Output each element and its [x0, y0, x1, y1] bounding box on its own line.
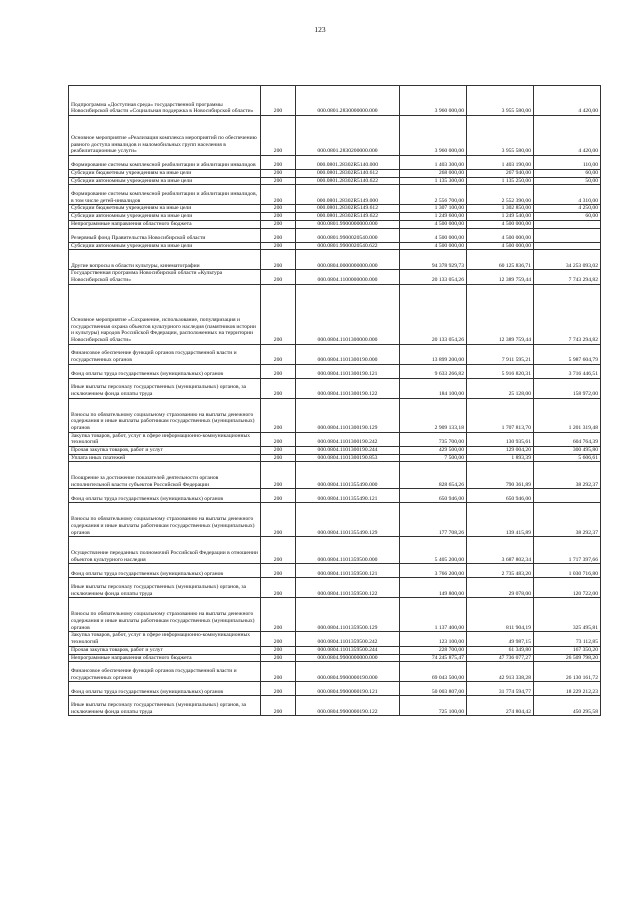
row-unexecuted: 167 350,20 — [534, 646, 601, 654]
row-classification: 000.0804.1101300190.244 — [296, 447, 400, 455]
row-name: Уплата иных платежей — [69, 454, 261, 462]
table-row — [69, 454, 601, 462]
row-name: Прочая закупка товаров, работ и услуг — [69, 447, 261, 455]
row-code: 200 — [261, 632, 296, 646]
row-approved: 5 405 200,00 — [400, 537, 467, 564]
row-executed: 60 125 836,71 — [467, 250, 534, 270]
row-unexecuted: 26 130 161,72 — [534, 662, 601, 682]
table-row — [69, 598, 601, 632]
table-row — [69, 242, 601, 250]
row-classification: 000.0804.0000000000.000 — [296, 250, 400, 270]
row-approved: 725 100,00 — [400, 696, 467, 716]
row-executed: 61 349,80 — [467, 646, 534, 654]
row-unexecuted: 7 743 294,82 — [534, 284, 601, 344]
row-name: Субсидии автономным учреждениям на иные цели — [69, 213, 261, 221]
row-unexecuted — [534, 242, 601, 250]
row-approved: 94 378 929,73 — [400, 250, 467, 270]
row-approved: 69 043 500,00 — [400, 662, 467, 682]
row-classification: 000.0804.9900000190.121 — [296, 682, 400, 696]
row-classification: 000.0804.1101300190.122 — [296, 378, 400, 398]
row-executed: 12 389 759,44 — [467, 284, 534, 344]
row-classification: 000.0801.9900020540.622 — [296, 242, 400, 250]
row-approved: 184 100,00 — [400, 378, 467, 398]
row-approved: 3 960 000,00 — [400, 116, 467, 156]
row-code: 200 — [261, 537, 296, 564]
row-code: 200 — [261, 432, 296, 446]
row-code: 200 — [261, 213, 296, 221]
row-name: Основное мероприятие «Сохранение, использование, популяризация и государственная охрана объектов культурного наследия (памятников истории и культуры) народов Российской Федерации, расположенных на территории Новосибирской области» — [69, 284, 261, 344]
row-approved: 828 654,26 — [400, 462, 467, 489]
row-executed: 4 500 000,00 — [467, 228, 534, 242]
row-executed: 49 987,15 — [467, 632, 534, 646]
row-unexecuted: 5 987 604,79 — [534, 344, 601, 364]
row-executed: 4 500 000,00 — [467, 220, 534, 228]
row-executed: 3 955 580,00 — [467, 86, 534, 116]
row-name: Иные выплаты персоналу государственных (муниципальных) органов, за исключением фонда оплаты труда — [69, 378, 261, 398]
row-name: Основное мероприятие «Реализация комплекса мероприятий по обеспечению равного доступа инвалидов и маломобильных групп населения в реабилитационные услуги» — [69, 116, 261, 156]
table-row — [69, 364, 601, 378]
row-unexecuted: 60,00 — [534, 213, 601, 221]
table-row — [69, 284, 601, 344]
row-classification: 000.0804.9900000190.122 — [296, 696, 400, 716]
table-row — [69, 213, 601, 221]
row-unexecuted: 5 606,61 — [534, 454, 601, 462]
table-row — [69, 270, 601, 284]
row-classification: 000.0804.1101359500.122 — [296, 578, 400, 598]
row-name: Субсидии бюджетным учреждениям на иные цели — [69, 170, 261, 178]
row-approved: 4 500 000,00 — [400, 220, 467, 228]
row-code: 200 — [261, 489, 296, 503]
row-executed: 1 249 540,00 — [467, 213, 534, 221]
row-unexecuted: 34 253 093,02 — [534, 250, 601, 270]
row-unexecuted: 7 743 294,82 — [534, 270, 601, 284]
row-code: 200 — [261, 646, 296, 654]
row-unexecuted: 60,00 — [534, 170, 601, 178]
table-row — [69, 205, 601, 213]
row-code: 200 — [261, 242, 296, 250]
row-executed: 1 135 250,00 — [467, 177, 534, 185]
row-code: 200 — [261, 205, 296, 213]
row-unexecuted: 604 764,39 — [534, 432, 601, 446]
row-classification: 000.0804.1101300190.121 — [296, 364, 400, 378]
row-name: Взносы по обязательному социальному страхованию на выплаты денежного содержания и иные выплаты работникам государственных (муниципальных) органов — [69, 398, 261, 432]
row-classification: 000.0804.9900000000.000 — [296, 654, 400, 662]
row-unexecuted: 26 509 798,20 — [534, 654, 601, 662]
row-code: 200 — [261, 344, 296, 364]
row-classification: 000.0801.28302R5140.000 — [296, 156, 400, 170]
row-approved: 9 633 266,82 — [400, 364, 467, 378]
row-name: Фонд оплаты труда государственных (муниципальных) органов — [69, 682, 261, 696]
table-row — [69, 250, 601, 270]
row-executed: 139 415,89 — [467, 503, 534, 537]
budget-table-body — [69, 86, 601, 716]
row-unexecuted: 73 112,85 — [534, 632, 601, 646]
row-approved: 268 000,00 — [400, 170, 467, 178]
row-approved: 20 133 054,26 — [400, 284, 467, 344]
row-name: Закупка товаров, работ, услуг в сфере информационно-коммуникационных технологий — [69, 432, 261, 446]
row-unexecuted: 38 292,37 — [534, 462, 601, 489]
row-unexecuted: 4 310,00 — [534, 185, 601, 205]
row-unexecuted — [534, 228, 601, 242]
table-row — [69, 462, 601, 489]
row-classification: 000.0804.1101355490.129 — [296, 503, 400, 537]
table-row — [69, 578, 601, 598]
table-row — [69, 489, 601, 503]
row-classification: 000.0801.2830000000.000 — [296, 86, 400, 116]
row-classification: 000.0804.1101300190.242 — [296, 432, 400, 446]
row-name: Государственная программа Новосибирской области «Культура Новосибирской области» — [69, 270, 261, 284]
row-approved: 1 307 100,00 — [400, 205, 467, 213]
row-unexecuted: 1 717 397,66 — [534, 537, 601, 564]
row-code: 200 — [261, 156, 296, 170]
row-approved: 149 800,00 — [400, 578, 467, 598]
row-classification: 000.0804.1101355490.000 — [296, 462, 400, 489]
row-approved: 1 403 300,00 — [400, 156, 467, 170]
row-code: 200 — [261, 564, 296, 578]
row-unexecuted: 4 250,00 — [534, 205, 601, 213]
table-row — [69, 632, 601, 646]
row-code: 200 — [261, 696, 296, 716]
row-name: Непрограммные направления областного бюджета — [69, 220, 261, 228]
row-classification: 000.0804.1101359500.242 — [296, 632, 400, 646]
row-unexecuted: 38 292,37 — [534, 503, 601, 537]
row-name: Финансовое обеспечение функций органов государственной власти и государственных органов — [69, 662, 261, 682]
row-executed: 790 361,89 — [467, 462, 534, 489]
row-name: Иные выплаты персоналу государственных (муниципальных) органов, за исключением фонда оплаты труда — [69, 578, 261, 598]
row-classification: 000.0801.28302R5149.612 — [296, 205, 400, 213]
table-row — [69, 156, 601, 170]
table-row — [69, 228, 601, 242]
row-classification: 000.0804.1101355490.121 — [296, 489, 400, 503]
table-row — [69, 177, 601, 185]
table-row — [69, 662, 601, 682]
table-row — [69, 86, 601, 116]
row-name: Финансовое обеспечение функций органов государственной власти и государственных органов — [69, 344, 261, 364]
row-executed: 12 389 759,44 — [467, 270, 534, 284]
row-name: Прочая закупка товаров, работ и услуг — [69, 646, 261, 654]
row-classification: 000.0801.9900000000.000 — [296, 220, 400, 228]
row-name: Другие вопросы в области культуры, кинематографии — [69, 250, 261, 270]
row-unexecuted: 18 229 212,23 — [534, 682, 601, 696]
row-approved: 7 500,00 — [400, 454, 467, 462]
table-row — [69, 654, 601, 662]
row-name: Поощрение за достижение показателей деятельности органов исполнительной власти субъектов Российской Федерации — [69, 462, 261, 489]
row-approved: 20 133 054,26 — [400, 270, 467, 284]
row-executed: 42 913 338,28 — [467, 662, 534, 682]
row-unexecuted — [534, 489, 601, 503]
table-row — [69, 537, 601, 564]
row-unexecuted: 1 030 716,80 — [534, 564, 601, 578]
row-unexecuted: 4 420,00 — [534, 86, 601, 116]
row-executed: 5 916 820,31 — [467, 364, 534, 378]
row-unexecuted: 4 420,00 — [534, 116, 601, 156]
row-name: Субсидии автономным учреждениям на иные цели — [69, 177, 261, 185]
table-row — [69, 378, 601, 398]
row-approved: 1 249 600,00 — [400, 213, 467, 221]
row-name: Субсидии автономным учреждениям на иные цели — [69, 242, 261, 250]
row-classification: 000.0801.2830200000.000 — [296, 116, 400, 156]
row-code: 200 — [261, 228, 296, 242]
row-name: Подпрограмма «Доступная среда» государственной программы Новосибирской области «Социальная поддержка в Новосибирской области» — [69, 86, 261, 116]
row-name: Резервный фонд Правительства Новосибирской области — [69, 228, 261, 242]
row-approved: 429 500,00 — [400, 447, 467, 455]
row-approved: 1 137 400,00 — [400, 598, 467, 632]
row-code: 200 — [261, 270, 296, 284]
row-approved: 13 899 200,00 — [400, 344, 467, 364]
row-approved: 735 700,00 — [400, 432, 467, 446]
table-row — [69, 696, 601, 716]
row-executed: 267 940,00 — [467, 170, 534, 178]
row-classification: 000.0804.9900000190.000 — [296, 662, 400, 682]
row-executed: 3 955 580,00 — [467, 116, 534, 156]
table-row — [69, 646, 601, 654]
table-row — [69, 432, 601, 446]
table-row — [69, 185, 601, 205]
row-executed: 4 500 000,00 — [467, 242, 534, 250]
row-unexecuted: 3 716 446,51 — [534, 364, 601, 378]
row-unexecuted: 158 972,00 — [534, 378, 601, 398]
row-name: Закупка товаров, работ, услуг в сфере информационно-коммуникационных технологий — [69, 632, 261, 646]
row-approved: 50 003 807,00 — [400, 682, 467, 696]
row-classification: 000.0801.28302R5140.612 — [296, 170, 400, 178]
table-row — [69, 447, 601, 455]
row-executed: 47 736 077,27 — [467, 654, 534, 662]
row-code: 200 — [261, 503, 296, 537]
row-approved: 2 909 133,18 — [400, 398, 467, 432]
row-classification: 000.0804.1101359500.244 — [296, 646, 400, 654]
row-code: 200 — [261, 250, 296, 270]
row-name: Осуществление переданных полномочий Российской Федерации в отношении объектов культурного наследия — [69, 537, 261, 564]
row-code: 200 — [261, 185, 296, 205]
row-code: 200 — [261, 177, 296, 185]
row-approved: 4 500 000,00 — [400, 228, 467, 242]
row-name: Субсидии бюджетным учреждениям на иные цели — [69, 205, 261, 213]
row-name: Взносы по обязательному социальному страхованию на выплаты денежного содержания и иные выплаты работникам государственных (муниципальных) органов — [69, 503, 261, 537]
row-code: 200 — [261, 682, 296, 696]
row-executed: 3 687 802,34 — [467, 537, 534, 564]
table-row — [69, 503, 601, 537]
row-code: 200 — [261, 462, 296, 489]
row-approved: 74 245 875,47 — [400, 654, 467, 662]
row-unexecuted: 450 295,58 — [534, 696, 601, 716]
row-code: 200 — [261, 86, 296, 116]
table-row — [69, 170, 601, 178]
row-approved: 4 500 000,00 — [400, 242, 467, 250]
row-unexecuted: 120 722,00 — [534, 578, 601, 598]
table-row — [69, 116, 601, 156]
row-code: 200 — [261, 454, 296, 462]
row-unexecuted — [534, 220, 601, 228]
row-executed: 2 735 483,20 — [467, 564, 534, 578]
row-name: Формирование системы комплексной реабилитации и абилитации инвалидов — [69, 156, 261, 170]
row-unexecuted: 325 495,81 — [534, 598, 601, 632]
row-code: 200 — [261, 578, 296, 598]
row-code: 200 — [261, 220, 296, 228]
row-name: Иные выплаты персоналу государственных (муниципальных) органов, за исключением фонда оплаты труда — [69, 696, 261, 716]
row-executed: 29 078,00 — [467, 578, 534, 598]
row-executed: 274 804,42 — [467, 696, 534, 716]
row-name: Фонд оплаты труда государственных (муниципальных) органов — [69, 489, 261, 503]
row-executed: 1 893,39 — [467, 454, 534, 462]
row-code: 200 — [261, 378, 296, 398]
row-classification: 000.0804.1101300190.000 — [296, 344, 400, 364]
row-executed: 31 774 594,77 — [467, 682, 534, 696]
row-classification: 000.0801.9900020540.000 — [296, 228, 400, 242]
row-approved: 1 135 300,00 — [400, 177, 467, 185]
table-row — [69, 344, 601, 364]
row-executed: 130 935,61 — [467, 432, 534, 446]
table-row — [69, 398, 601, 432]
row-approved: 650 946,00 — [400, 489, 467, 503]
row-executed: 811 904,19 — [467, 598, 534, 632]
row-classification: 000.0801.28302R5140.622 — [296, 177, 400, 185]
row-classification: 000.0804.1101359500.129 — [296, 598, 400, 632]
row-approved: 228 700,00 — [400, 646, 467, 654]
row-code: 200 — [261, 116, 296, 156]
row-name: Фонд оплаты труда государственных (муниципальных) органов — [69, 364, 261, 378]
row-code: 200 — [261, 170, 296, 178]
row-name: Формирование системы комплексной реабилитации и абилитации инвалидов, в том числе детей-инвалидов — [69, 185, 261, 205]
row-executed: 7 911 595,21 — [467, 344, 534, 364]
row-unexecuted: 110,00 — [534, 156, 601, 170]
row-name: Фонд оплаты труда государственных (муниципальных) органов — [69, 564, 261, 578]
row-code: 200 — [261, 662, 296, 682]
row-approved: 177 708,26 — [400, 503, 467, 537]
row-approved: 3 766 200,00 — [400, 564, 467, 578]
row-code: 200 — [261, 447, 296, 455]
table-row — [69, 564, 601, 578]
row-classification: 000.0804.1100000000.000 — [296, 270, 400, 284]
row-classification: 000.0804.1101300000.000 — [296, 284, 400, 344]
row-executed: 1 403 190,00 — [467, 156, 534, 170]
row-executed: 1 707 813,70 — [467, 398, 534, 432]
row-classification: 000.0801.28302R5149.622 — [296, 213, 400, 221]
row-classification: 000.0804.1101300190.129 — [296, 398, 400, 432]
row-classification: 000.0804.1101359500.121 — [296, 564, 400, 578]
table-row — [69, 220, 601, 228]
page-number: 123 — [314, 25, 326, 34]
table-row — [69, 682, 601, 696]
row-code: 200 — [261, 598, 296, 632]
row-classification: 000.0804.1101300190.853 — [296, 454, 400, 462]
row-unexecuted: 1 201 319,48 — [534, 398, 601, 432]
row-executed: 650 946,00 — [467, 489, 534, 503]
row-name: Непрограммные направления областного бюджета — [69, 654, 261, 662]
row-approved: 123 100,00 — [400, 632, 467, 646]
row-code: 200 — [261, 364, 296, 378]
row-approved: 2 556 700,00 — [400, 185, 467, 205]
row-executed: 2 552 390,00 — [467, 185, 534, 205]
row-executed: 1 302 850,00 — [467, 205, 534, 213]
row-classification: 000.0804.1101359500.000 — [296, 537, 400, 564]
row-classification: 000.0801.28302R5149.000 — [296, 185, 400, 205]
row-code: 200 — [261, 654, 296, 662]
row-executed: 25 128,00 — [467, 378, 534, 398]
row-executed: 129 004,20 — [467, 447, 534, 455]
row-unexecuted: 300 495,80 — [534, 447, 601, 455]
row-code: 200 — [261, 284, 296, 344]
budget-table — [68, 85, 601, 716]
row-name: Взносы по обязательному социальному страхованию на выплаты денежного содержания и иные выплаты работникам государственных (муниципальных) органов — [69, 598, 261, 632]
row-approved: 3 960 000,00 — [400, 86, 467, 116]
row-unexecuted: 50,00 — [534, 177, 601, 185]
row-code: 200 — [261, 398, 296, 432]
